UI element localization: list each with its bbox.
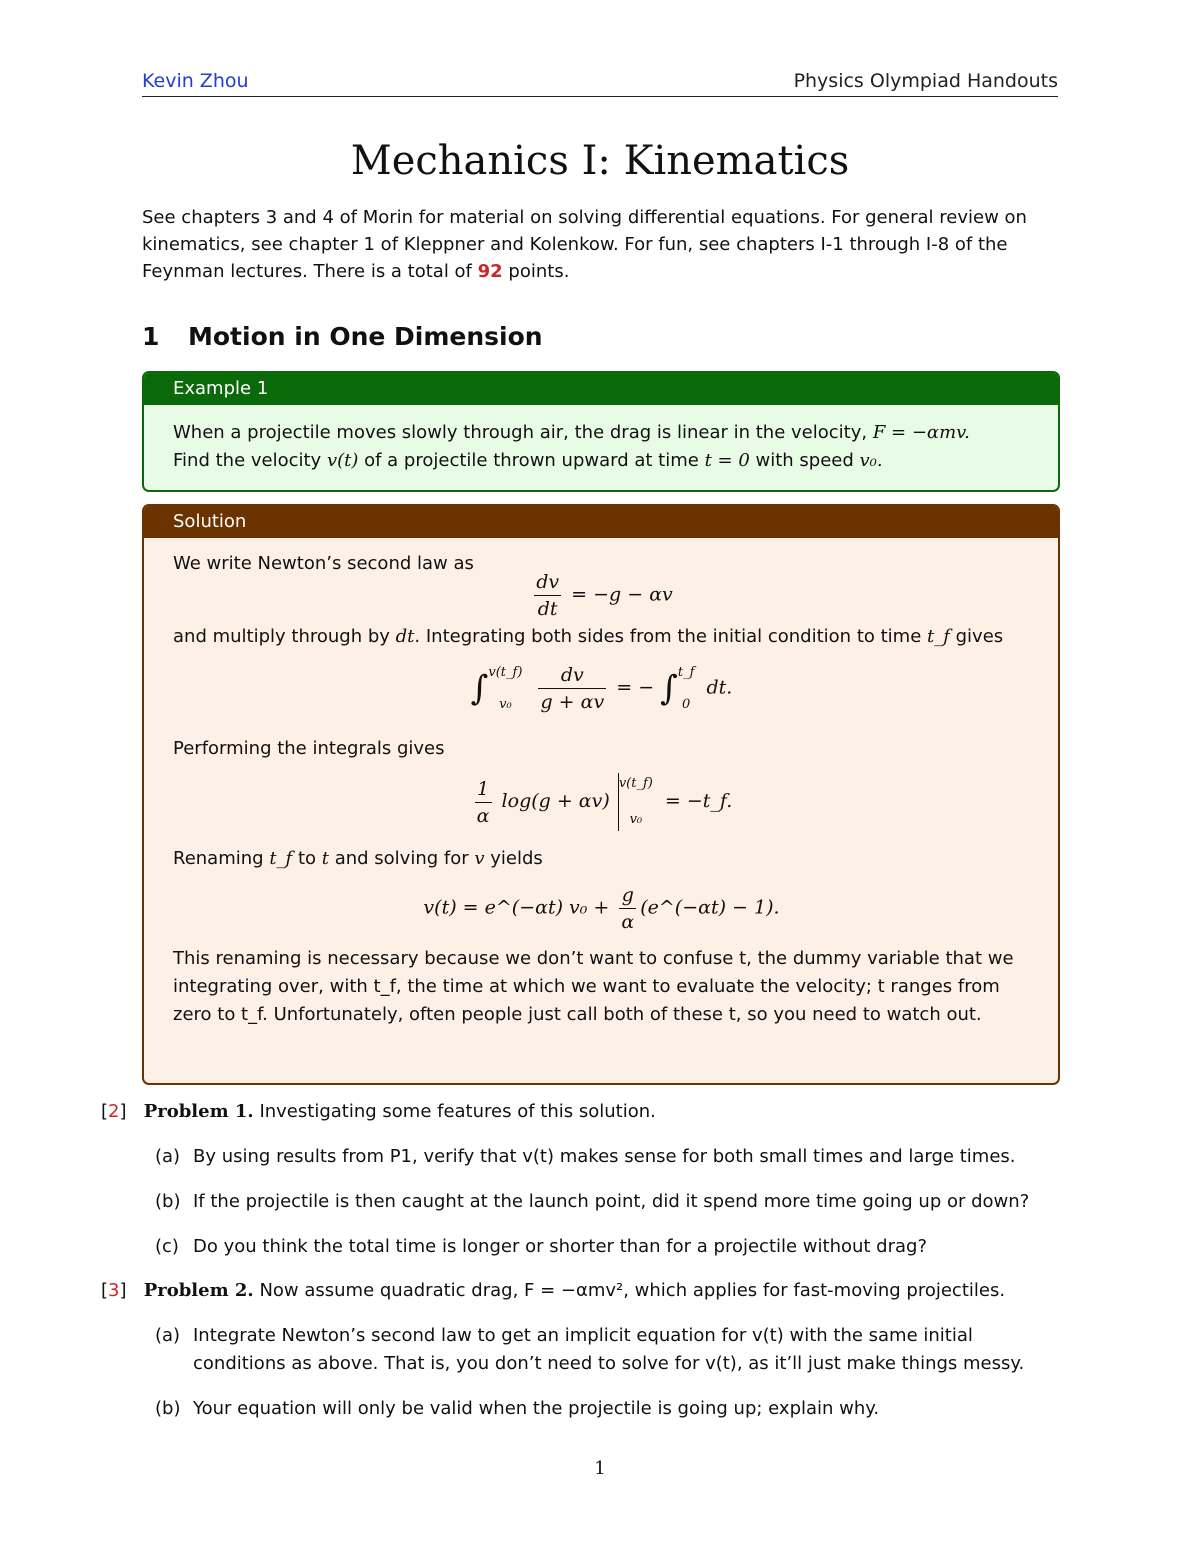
- eq4-rhs: (e^(−αt) − 1).: [640, 896, 780, 919]
- eq2-denominator: g + αv: [540, 691, 605, 713]
- eq2-upper-limit: v(t_f): [488, 664, 523, 680]
- solution-p4: Renaming t_f to t and solving for v yields: [173, 848, 543, 869]
- intro-paragraph: [142, 204, 1060, 285]
- problem-1-name: Problem 1.: [143, 1101, 254, 1122]
- intro-text: See chapters 3 and 4 of Morin for material on solving differential equations. For general review on kinematics, see chapter 1 of Kleppner and Kolenkow. For fun, see chapters I-1 through I-8 of the Feynman lectures. There is a total of: [142, 207, 1027, 282]
- section-title: Motion in One Dimension: [188, 322, 543, 351]
- problem-2-name: Problem 2.: [143, 1280, 254, 1301]
- section-heading: [142, 322, 543, 351]
- eq4-denominator: α: [621, 911, 635, 933]
- example-box: [142, 371, 1060, 492]
- eq4-numerator: g: [619, 883, 636, 909]
- solution-body: [144, 538, 1058, 1041]
- solution-p2: and multiply through by dt. Integrating both sides from the initial condition to time t_f gives: [173, 626, 1004, 647]
- problem-1-part-c: (c) Do you think the total time is longer or shorter than for a projectile without drag?: [155, 1236, 928, 1257]
- section-number: 1: [142, 322, 160, 351]
- eq3-lower-eval: v₀: [629, 812, 643, 827]
- header-author: Kevin Zhou: [142, 70, 249, 92]
- eq4-lhs: v(t) = e^(−αt) v₀ +: [423, 896, 610, 919]
- eq1-numerator: dv: [534, 570, 561, 596]
- eq2-upper-limit-2: t_f: [677, 664, 695, 680]
- problem-2: [101, 1277, 1061, 1304]
- example-line-1: When a projectile moves slowly through air, the drag is linear in the velocity, F = −αmv.: [173, 422, 970, 443]
- eq3-rhs: = −t_f.: [664, 790, 733, 812]
- problem-1-part-b: (b) If the projectile is then caught at the launch point, did it spend more time going up or down?: [155, 1191, 1030, 1212]
- eq2-lower-limit-2: 0: [682, 696, 691, 712]
- solution-p1: We write Newton’s second law as: [173, 553, 474, 574]
- eq2-lower-limit: v₀: [499, 696, 512, 712]
- solution-p3: Performing the integrals gives: [173, 738, 445, 759]
- eq2-numerator: dv: [538, 663, 606, 689]
- total-points: 92: [477, 261, 503, 282]
- problem-2-part-b: (b) Your equation will only be valid when the projectile is going up; explain why.: [155, 1398, 880, 1419]
- problem-1-part-a: (a) By using results from P1, verify that v(t) makes sense for both small times and large times.: [155, 1146, 1016, 1167]
- problem-2-points: [3]: [101, 1280, 127, 1301]
- problem-2-text: Now assume quadratic drag, F = −αmv², which applies for fast-moving projectiles.: [259, 1280, 1006, 1301]
- page-title: Mechanics I: Kinematics: [350, 138, 850, 184]
- header-rule: [142, 96, 1058, 97]
- header-series: Physics Olympiad Handouts: [793, 70, 1058, 92]
- solution-heading: Solution: [144, 506, 1058, 538]
- eq3-upper-eval: v(t_f): [618, 776, 653, 791]
- eq2-mid: = −: [616, 676, 655, 699]
- problem-1-text: Investigating some features of this solution.: [259, 1101, 656, 1122]
- example-heading: Example 1: [144, 373, 1058, 405]
- eq1-rhs: = −g − αv: [571, 583, 673, 606]
- equation-solution: [173, 883, 1030, 937]
- eq2-tail: dt.: [706, 676, 733, 699]
- problem-2-part-a: (a) Integrate Newton’s second law to get an implicit equation for v(t) with the same initial conditions as above. That is, you don’t need to solve for v(t), as it’ll just make things messy.: [155, 1325, 1025, 1374]
- solution-box: [142, 504, 1060, 1085]
- eq3-denominator: α: [476, 804, 490, 827]
- equation-integral: ∫ v(t_f) v₀ $\frac{dv}{g + \alpha v}$ = − ∫ t_f 0 dt.: [470, 664, 733, 713]
- intro-text-end: points.: [502, 261, 570, 282]
- problem-1: [101, 1098, 1061, 1125]
- example-body: [144, 405, 1058, 487]
- solution-p5: This renaming is necessary because we don’t want to confuse t, the dummy variable that we integrating over, with t_f, the time at which we want to evaluate the velocity; t ranges from zero to t_f. Unfortunately, often people just call both of these t, so you need to watch out.: [173, 948, 1014, 1025]
- equation-log: [173, 773, 1030, 843]
- eq3-body: log(g + αv): [501, 790, 610, 812]
- eq3-numerator: 1: [475, 777, 492, 803]
- problem-1-points: [2]: [101, 1101, 127, 1122]
- page-number: 1: [594, 1458, 606, 1479]
- eq1-denominator: dt: [537, 598, 558, 620]
- example-line-2: Find the velocity v(t) of a projectile thrown upward at time t = 0 with speed v₀.: [173, 450, 883, 471]
